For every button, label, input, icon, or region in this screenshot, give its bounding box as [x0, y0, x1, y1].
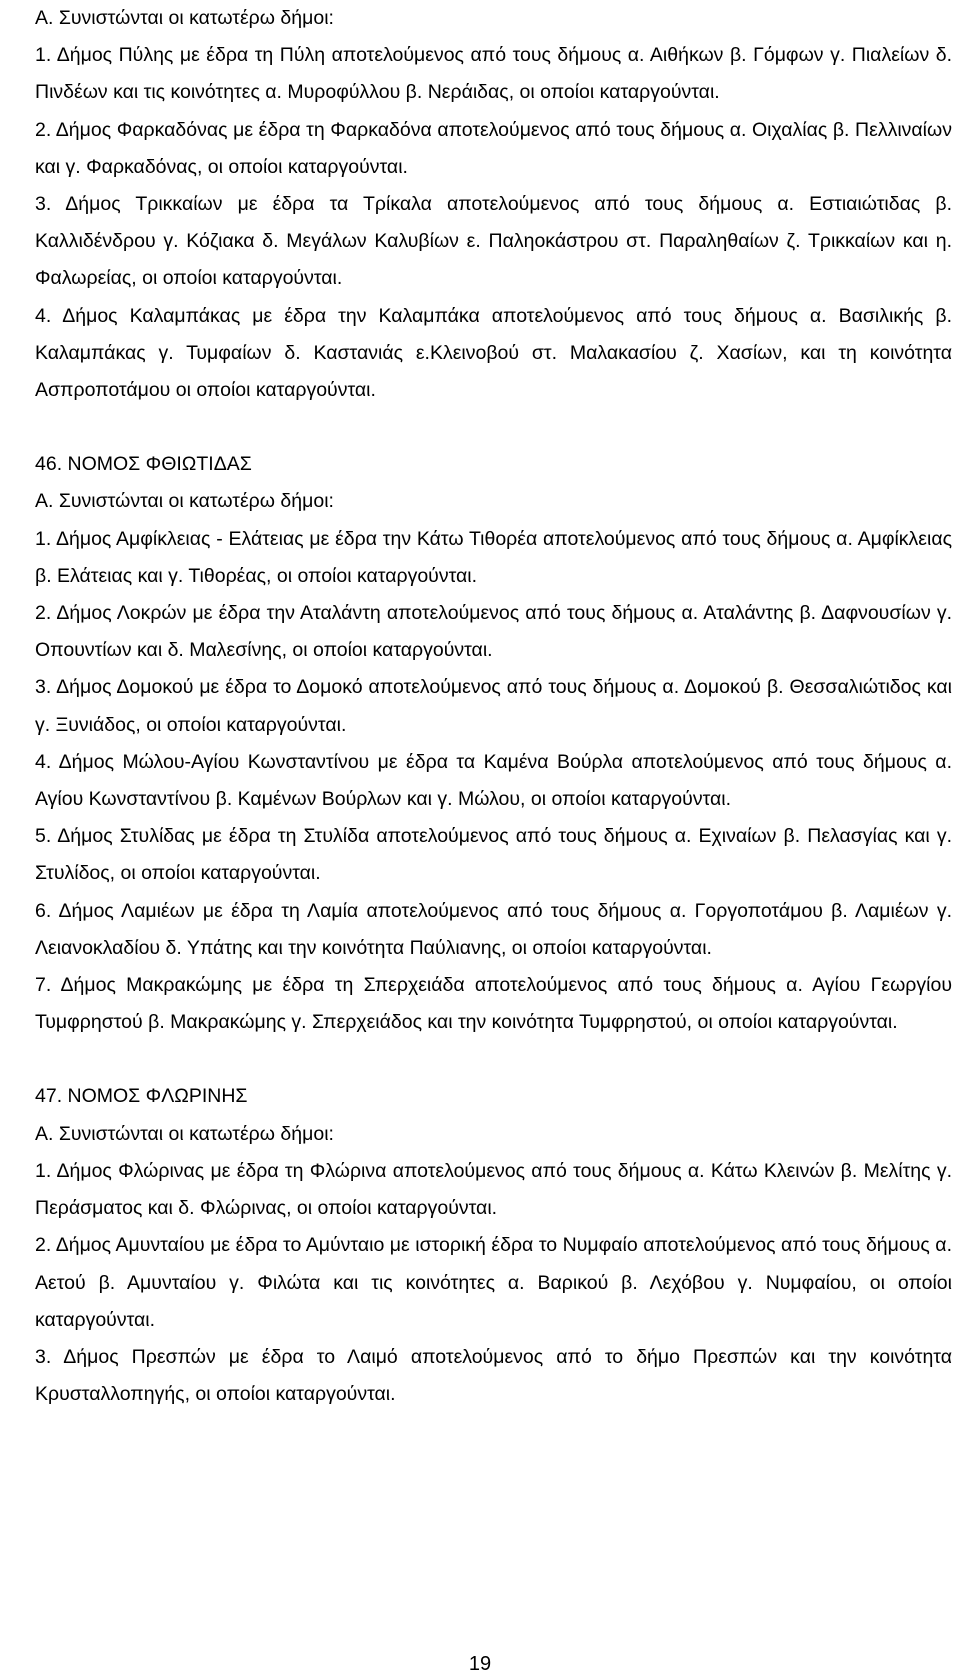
list-item: 1. Δήμος Αμφίκλειας - Ελάτειας με έδρα την Κάτω Τιθορέα αποτελούμενος από τους δήμους α. Αμφίκλειας β. Ελάτειας και γ. Τιθορέας, οι οποίοι καταργούνται. [35, 527, 952, 587]
list-item: 2. Δήμος Λοκρών με έδρα την Αταλάντη αποτελούμενος από τους δήμους α. Αταλάντης β. Δαφνουσίων γ. Οπουντίων και δ. Μαλεσίνης, οι οποίοι καταργούνται. [35, 602, 952, 662]
list-item: 1. Δήμος Φλώρινας με έδρα τη Φλώρινα αποτελούμενος από τους δήμους α. Κάτω Κλεινών β. Μελίτης γ. Περάσματος και δ. Φλώρινας, οι οποίοι καταργούνται. [35, 1159, 952, 1220]
paragraph-spacer [35, 409, 952, 446]
list-item: 3. Δήμος Πρεσπών με έδρα το Λαιμό αποτελούμενος από το δήμο Πρεσπών και την κοινότητα Κρυσταλλοπηγής, οι οποίοι καταργούνται. [35, 1345, 952, 1406]
list-item: 5. Δήμος Στυλίδας με έδρα τη Στυλίδα αποτελούμενος από τους δήμους α. Εχιναίων β. Πελασγίας και γ. Στυλίδος, οι οποίοι καταργούνται. [35, 825, 952, 885]
section-heading: 46. ΝΟΜΟΣ ΦΘΙΩΤΙΔΑΣ [35, 453, 252, 476]
list-item: 3. Δήμος Δομοκού με έδρα το Δομοκό αποτελούμενος από τους δήμους α. Δομοκού β. Θεσσαλιώτιδος και γ. Ξυνιάδος, οι οποίοι καταργούνται. [35, 676, 952, 736]
list-item: 2. Δήμος Φαρκαδόνας με έδρα τη Φαρκαδόνα αποτελούμενος από τους δήμους α. Οιχαλίας β. Πελλιναίων και γ. Φαρκαδόνας, οι οποίοι καταργούνται. [35, 118, 952, 178]
list-item: 1. Δήμος Πύλης με έδρα τη Πύλη αποτελούμενος από τους δήμους α. Αιθήκων β. Γόμφων γ. Πιαλείων δ. Πινδέων και τις κοινότητες α. Μυροφύλλου β. Νεράιδας, οι οποίοι καταργούνται. [35, 44, 952, 104]
list-item: 4. Δήμος Καλαμπάκας με έδρα την Καλαμπάκα αποτελούμενος από τους δήμους α. Βασιλικής β. Καλαμπάκας γ. Τυμφαίων δ. Καστανιάς ε.Κλεινοβού στ. Μαλακασίου ζ. Χασίων, και τη κοινότητα Ασπροποτάμου οι οποίοι καταργούνται. [35, 304, 952, 402]
list-item: 3. Δήμος Τρικκαίων με έδρα τα Τρίκαλα αποτελούμενος από τους δήμους α. Εστιαιώτιδας β. Καλλιδένδρου γ. Κόζιακα δ. Μεγάλων Καλυβίων ε. Παληοκάστρου στ. Παραληθαίων ζ. Τρικκαίων και η. Φαλωρείας, οι οποίοι καταργούνται. [35, 193, 952, 290]
section-intro: Α. Συνιστώνται οι κατωτέρω δήμοι: [35, 1122, 334, 1145]
document-body [35, 0, 952, 1413]
list-item: 6. Δήμος Λαμιέων με έδρα τη Λαμία αποτελούμενος από τους δήμους α. Γοργοποτάμου β. Λαμιέων γ. Λειανοκλαδίου δ. Υπάτης και την κοινότητα Παύλιανης, οι οποίοι καταργούνται. [35, 899, 952, 959]
section-heading: 47. ΝΟΜΟΣ ΦΛΩΡΙΝΗΣ [35, 1085, 248, 1108]
list-item: 2. Δήμος Αμυνταίου με έδρα το Αμύνταιο με ιστορική έδρα το Νυμφαίο αποτελούμενος από τους δήμους α. Αετού β. Αμυνταίου γ. Φιλώτα και τις κοινότητες α. Βαρικού β. Λεχόβου γ. Νυμφαίου, οι οποίοι καταργούνται. [35, 1234, 952, 1331]
list-item: 7. Δήμος Μακρακώμης με έδρα τη Σπερχειάδα αποτελούμενος από τους δήμους α. Αγίου Γεωργίου Τυμφρηστού β. Μακρακώμης γ. Σπερχειάδος και την κοινότητα Τυμφρηστού, οι οποίοι καταργούνται. [35, 974, 952, 1034]
section-intro: Α. Συνιστώνται οι κατωτέρω δήμοι: [35, 490, 334, 513]
section-intro: Α. Συνιστώνται οι κατωτέρω δήμοι: [35, 7, 334, 29]
paragraph-spacer [35, 1041, 952, 1078]
page-number: 19 [468, 1653, 492, 1675]
list-item: 4. Δήμος Μώλου-Αγίου Κωνσταντίνου με έδρα τα Καμένα Βούρλα αποτελούμενος από τους δήμους α. Αγίου Κωνσταντίνου β. Καμένων Βούρλων και γ. Μώλου, οι οποίοι καταργούνται. [35, 750, 952, 811]
